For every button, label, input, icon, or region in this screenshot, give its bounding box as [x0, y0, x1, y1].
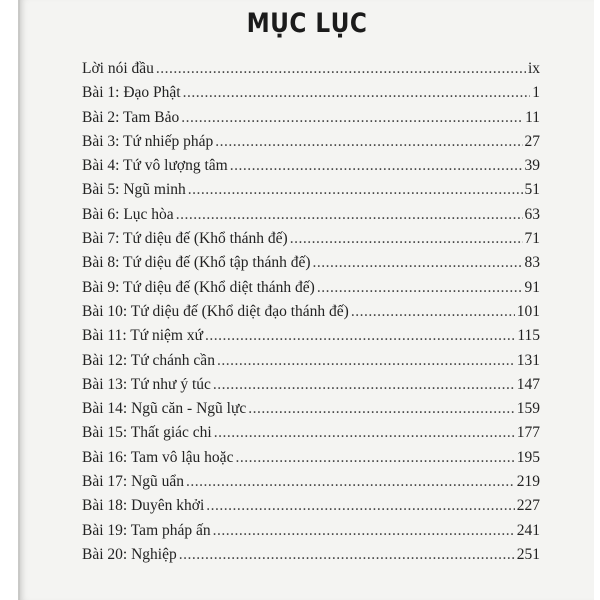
dot-leader [215, 133, 522, 151]
toc-entry-14 [82, 400, 540, 424]
dot-leader [351, 303, 515, 321]
toc-entry-page: 27 [524, 132, 540, 150]
dot-leader [235, 449, 514, 467]
toc-entry-label: Bài 1: Đạo Phật [82, 84, 181, 102]
toc-entry-page: 115 [517, 327, 540, 345]
toc-entry-label: Bài 13: Tứ như ý túc [82, 375, 211, 393]
toc-entry-label: Bài 20: Nghiệp [82, 545, 177, 563]
toc-entry-16 [82, 449, 540, 473]
dot-leader [313, 254, 523, 272]
toc-entry-2 [82, 109, 540, 133]
toc-entry-label: Bài 14: Ngũ căn - Ngũ lực [82, 400, 247, 418]
toc-entry-7 [82, 230, 540, 254]
dot-leader [176, 206, 523, 224]
toc-entry-label: Bài 16: Tam vô lậu hoặc [82, 448, 234, 466]
toc-entry-label: Bài 8: Tứ diệu đế (Khổ tập thánh đế) [82, 254, 311, 272]
dot-leader [206, 497, 514, 515]
table-of-contents [82, 60, 540, 570]
dot-leader [290, 230, 523, 248]
toc-entry-page: 51 [524, 181, 540, 199]
toc-entry-label: Bài 9: Tứ diệu đế (Khổ diệt thánh đế) [82, 278, 315, 296]
toc-entry-3 [82, 133, 540, 157]
toc-entry-preface [82, 60, 540, 84]
toc-entry-page: 159 [516, 400, 540, 418]
toc-entry-9 [82, 279, 540, 303]
toc-entry-label: Bài 15: Thất giác chi [82, 424, 212, 442]
toc-entry-label: Bài 6: Lục hòa [82, 205, 174, 223]
toc-entry-page: 63 [524, 205, 540, 223]
toc-entry-13 [82, 376, 540, 400]
toc-entry-page: 177 [516, 424, 540, 442]
toc-entry-label: Bài 17: Ngũ uẩn [82, 473, 185, 491]
toc-entry-4 [82, 157, 540, 181]
toc-entry-label: Bài 2: Tam Bảo [82, 108, 180, 126]
dot-leader [183, 84, 531, 102]
toc-entry-label: Bài 19: Tam pháp ấn [82, 521, 211, 539]
dot-leader [317, 279, 523, 297]
toc-entry-page: 241 [516, 521, 540, 539]
toc-entry-label: Lời nói đầu [82, 60, 154, 77]
dot-leader [230, 157, 523, 175]
toc-entry-page: 1 [532, 84, 540, 102]
dot-leader [181, 109, 523, 127]
toc-entry-17 [82, 473, 540, 497]
toc-entry-page: 251 [516, 545, 540, 563]
toc-entry-page: 227 [516, 497, 540, 515]
page-title: MỤC LỤC [246, 8, 368, 39]
dot-leader [213, 376, 515, 394]
dot-leader [213, 522, 515, 540]
toc-entry-18 [82, 497, 540, 521]
toc-entry-5 [82, 181, 540, 205]
dot-leader [179, 546, 515, 564]
toc-entry-10 [82, 303, 540, 327]
toc-entry-8 [82, 254, 540, 278]
toc-entry-15 [82, 424, 540, 448]
toc-entry-page: 91 [524, 278, 540, 296]
toc-entry-label: Bài 18: Duyên khởi [82, 497, 205, 515]
dot-leader [217, 352, 515, 370]
toc-entry-6 [82, 206, 540, 230]
toc-entry-20 [82, 546, 540, 570]
toc-entry-page: 71 [524, 230, 540, 248]
toc-entry-1 [82, 84, 540, 108]
toc-entry-label: Bài 12: Tứ chánh cần [82, 351, 215, 369]
toc-entry-page: 131 [516, 351, 540, 369]
toc-entry-page: 147 [516, 375, 540, 393]
dot-leader [248, 400, 515, 418]
toc-entry-page: 39 [524, 157, 540, 175]
toc-entry-11 [82, 327, 540, 351]
toc-entry-label: Bài 5: Ngũ minh [82, 181, 186, 199]
dot-leader [214, 424, 515, 442]
toc-entry-19 [82, 522, 540, 546]
toc-entry-label: Bài 4: Tứ vô lượng tâm [82, 157, 228, 175]
toc-entry-page: 11 [525, 108, 540, 126]
toc-entry-page: 101 [516, 302, 540, 320]
dot-leader [156, 60, 526, 78]
toc-entry-label: Bài 3: Tứ nhiếp pháp [82, 132, 214, 150]
toc-entry-label: Bài 11: Tứ niệm xứ [82, 327, 203, 345]
dot-leader [186, 473, 515, 491]
toc-entry-12 [82, 352, 540, 376]
toc-entry-label: Bài 7: Tứ diệu đế (Khổ thánh đế) [82, 230, 288, 248]
toc-entry-page: 195 [516, 448, 540, 466]
toc-entry-label: Bài 10: Tứ diệu đế (Khổ diệt đạo thánh đế) [82, 302, 349, 320]
book-page [18, 0, 594, 600]
toc-entry-page: ix [527, 60, 540, 77]
dot-leader [188, 181, 523, 199]
toc-entry-page: 219 [516, 473, 540, 491]
toc-entry-page: 83 [524, 254, 540, 272]
dot-leader [205, 327, 515, 345]
